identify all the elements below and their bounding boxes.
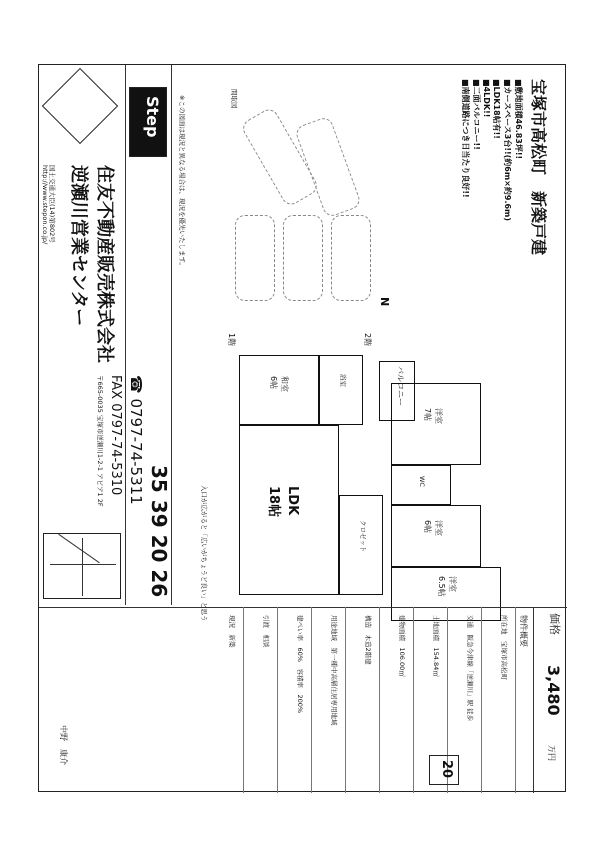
compass-icon: N [378, 297, 391, 307]
floor2-label: 2階 [363, 333, 372, 347]
company-address: 〒665-0035 宝塚市逆瀬川1-2-1 アピア1 2F [96, 375, 104, 507]
balcony: バルコニー [379, 361, 415, 421]
floor1-label: 1階 [227, 333, 236, 347]
headline-block [460, 79, 551, 255]
room-youshitsu-6-5: 洋室 6.5帖 [391, 567, 501, 621]
feature-item: ■4LDK!! [482, 79, 491, 118]
feature-list [460, 79, 524, 255]
feature-item: ■カースペース3台!!(約6m×約9.6m) [503, 79, 512, 222]
spec-row: 建物面積 106.00㎡ [398, 615, 406, 677]
spec-row: 交通 阪急今津線「逆瀬川」駅 徒歩 [466, 615, 474, 722]
property-code: 35 39 20 26 [147, 465, 171, 598]
price-value: 3,480 [544, 665, 563, 716]
disclaimer-note: ※この図面は現況と異なる場合は、現況を優先いたします。 [178, 95, 186, 269]
company-license: 国土交通大臣(14)第802号 [48, 165, 56, 243]
entrance-note: 入口が広がると「広いがちょうど良い」と思う [200, 485, 208, 622]
closet: クロゼット [339, 495, 383, 595]
price-unit: 万円 [547, 745, 556, 761]
room-youshitsu-7: 洋室 7帖 [391, 383, 481, 465]
bath: 浴室 [319, 355, 363, 425]
feature-item: ■南側道路につき日当たり良好!! [461, 79, 470, 198]
spec-row: 土地面積 154.84㎡ [432, 615, 440, 677]
company-logo-icon [42, 68, 118, 144]
company-branch: 逆瀬川営業センター [68, 165, 89, 327]
wc-2f: WC [391, 465, 451, 505]
room-washitsu: 和室 6帖 [239, 355, 319, 425]
feature-item: ■LDK18帖有!! [492, 79, 501, 139]
feature-item: ■敷地面積46.83坪!! [514, 79, 523, 160]
spec-row: 現況 新築 [228, 615, 236, 648]
plan-note: 間取図 [230, 89, 238, 109]
footer-person: 中野 康介 [59, 725, 68, 765]
spec-row: 建ぺい率 60% 容積率 200% [296, 615, 304, 714]
spec-row: 用途地域 第一種中高層住居専用地域 [330, 615, 338, 726]
walk-minutes-box: 20 [429, 755, 459, 785]
property-title: 宝塚市高松町 新築戸建 [529, 79, 548, 256]
company-fax: FAX 0797-74-5310 [108, 375, 123, 496]
company-url[interactable]: http://www.stepon.co.jp/ [41, 165, 49, 245]
step-logo: Step [129, 87, 167, 157]
spec-row: 構造 木造2階建 [364, 615, 372, 665]
feature-item: ■二面バルコニー!! [472, 79, 481, 150]
flyer-page [38, 64, 566, 792]
spec-row: 所在地 宝塚市高松町 [500, 615, 508, 680]
price-label: 価格 [548, 613, 561, 635]
room-youshitsu-6: 洋室 6帖 [391, 505, 481, 567]
summary-header: 物件概要 [519, 615, 528, 647]
spec-row: 引渡 相談 [262, 615, 270, 648]
company-tel: ☎ 0797-74-5311 [127, 375, 145, 505]
room-ldk: LDK 18帖 [239, 425, 339, 595]
location-map [43, 533, 121, 599]
company-name: 住友不動産販売株式会社 [94, 165, 115, 363]
